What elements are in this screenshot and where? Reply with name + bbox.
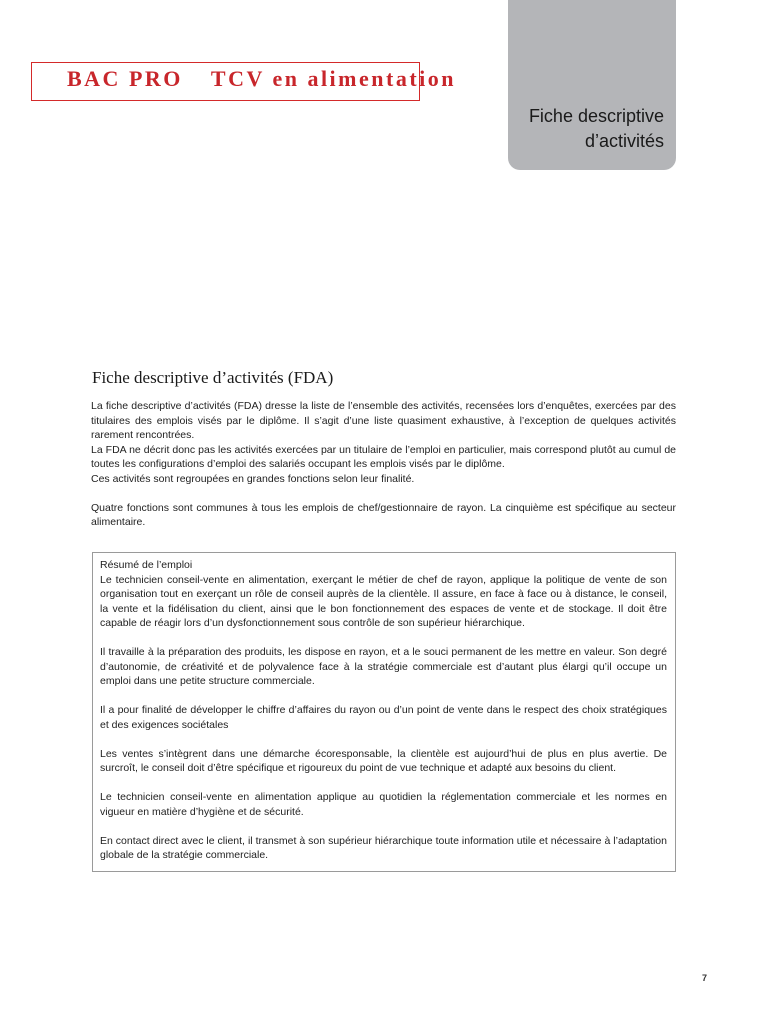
- intro-paragraph: Quatre fonctions sont communes à tous les emplois de chef/gestionnaire de rayon. La cinquième est spécifique au secteur alimentaire.: [91, 501, 676, 528]
- program-title-part1: BAC PRO: [67, 66, 183, 91]
- intro-paragraph: Ces activités sont regroupées en grandes fonctions selon leur finalité.: [91, 472, 415, 485]
- section-tab: [508, 0, 676, 170]
- program-title-box: [31, 62, 456, 101]
- section-tab-label: [529, 104, 664, 154]
- intro-paragraph: La FDA ne décrit donc pas les activités exercées par un titulaire de l’emploi en particulier, mais correspond plutôt au cumul de toutes les configurations d’emploi des salariés occupant les emplois visés par le diplôme.: [91, 443, 676, 470]
- job-summary-paragraph: Le technicien conseil-vente en alimentation applique au quotidien la réglementation commerciale et les normes en vigueur en matière d’hygiène et de sécurité.: [100, 791, 667, 818]
- program-title: [67, 66, 456, 92]
- intro-text: [91, 399, 676, 530]
- section-tab-line2: d’activités: [584, 131, 664, 151]
- page-number: 7: [702, 973, 708, 983]
- job-summary-paragraph: En contact direct avec le client, il transmet à son supérieur hiérarchique toute information utile et nécessaire à l’adaptation globale de la stratégie commerciale.: [100, 834, 667, 861]
- section-heading: Fiche descriptive d’activités (FDA): [92, 368, 334, 387]
- job-summary-paragraph: Le technicien conseil-vente en alimentation, exerçant le métier de chef de rayon, applique la politique de vente de son organisation tout en exerçant un rôle de conseil auprès de la clientèle. Il assure, en face à face ou à distance, le conseil, la vente et la fidélisation du client, ainsi que le bon fonctionnement des espaces de vente et de stockage. Il doit être capable de réagir lors d’un dysfonctionnement sous contrôle de son supérieur hiérarchique.: [100, 573, 667, 629]
- job-summary-paragraph: Il travaille à la préparation des produits, les dispose en rayon, et a le souci permanent de les mettre en valeur. Son degré d’autonomie, de créativité et de polyvalence face à la stratégie commerciale est d’autant plus élargi qu’il occupe un emploi dans une petite structure commerciale.: [100, 646, 667, 687]
- job-summary: [100, 558, 667, 863]
- job-summary-title: Résumé de l’emploi: [100, 559, 193, 571]
- intro-paragraph: La fiche descriptive d’activités (FDA) dresse la liste de l’ensemble des activités, recensées lors d’enquêtes, exercées par des titulaires des emplois visés par le diplôme. Il s’agit d’une liste quasiment exhaustive, à l’exception de quelques activités rarement rencontrées.: [91, 400, 676, 441]
- job-summary-paragraph: Les ventes s’intègrent dans une démarche écoresponsable, la clientèle est aujourd’hui de plus en plus avertie. De surcroît, le conseil doit d’être spécifique et rigoureux du point de vue technique et adapté aux besoins du client.: [100, 747, 667, 774]
- program-title-part2: TCV en alimentation: [210, 66, 456, 91]
- job-summary-paragraph: Il a pour finalité de développer le chiffre d’affaires du rayon ou d’un point de vente dans le respect des choix stratégiques et des exigences sociétales: [100, 704, 667, 731]
- job-summary-box: [92, 552, 676, 872]
- section-tab-line1: Fiche descriptive: [528, 106, 664, 126]
